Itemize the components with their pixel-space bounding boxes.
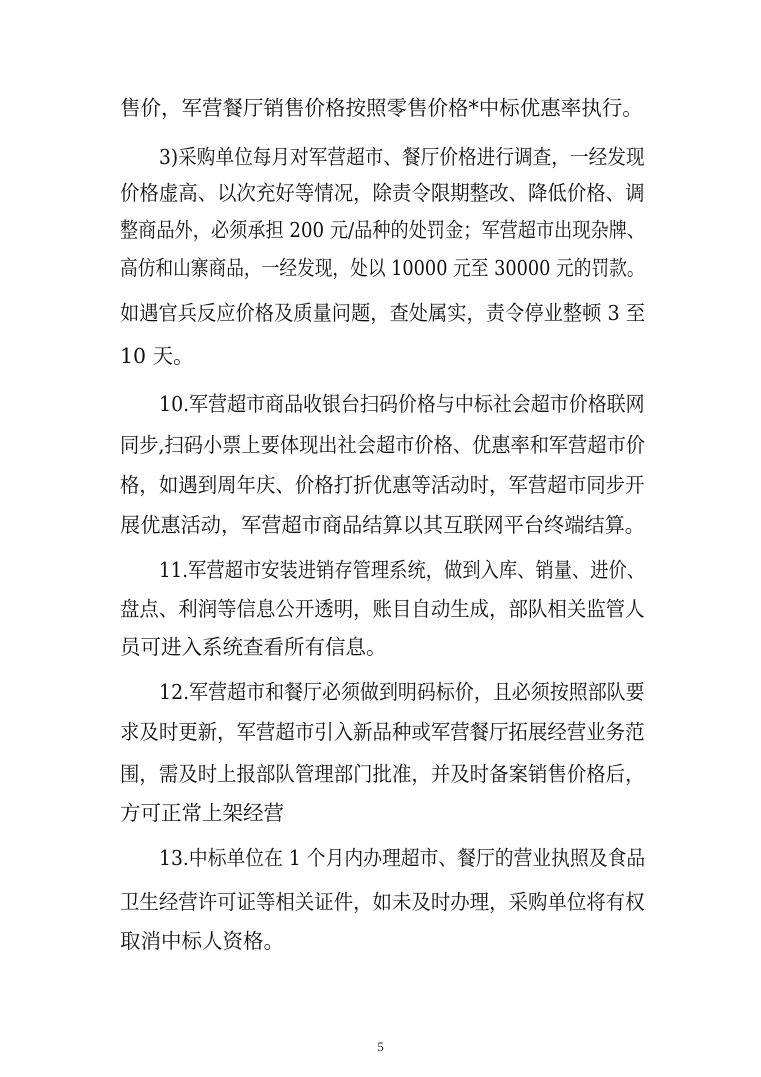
text-line: 如遇官兵反应价格及质量问题，查处属实，责令停业整顿 3 至 [120, 301, 646, 325]
text-line: 取消中标人资格。 [120, 929, 284, 953]
text-line: 卫生经营许可证等相关证件，如未及时办理，采购单位将有权 [120, 890, 645, 914]
text-line: 员可进入系统查看所有信息。 [120, 635, 387, 659]
text-line: 13.中标单位在 1 个月内办理超市、餐厅的营业执照及食品 [159, 846, 646, 870]
text-line: 求及时更新，军营超市引入新品种或军营餐厅拓展经营业务范 [120, 720, 645, 744]
text-line: 方可正常上架经营 [120, 801, 284, 825]
text-line: 11.军营超市安装进销存管理系统，做到入库、销量、进价、 [159, 558, 646, 582]
text-line: 售价，军营餐厅销售价格按照零售价格*中标优惠率执行。 [120, 96, 643, 120]
text-line: 整商品外，必须承担 200 元/品种的处罚金；军营超市出现杂牌、 [120, 218, 646, 242]
text-line: 同步,扫码小票上要体现出社会超市价格、优惠率和军营超市价 [120, 433, 646, 457]
text-line: 价格虚高、以次充好等情况，除责令限期整改、降低价格、调 [120, 181, 645, 205]
text-line: 展优惠活动，军营超市商品结算以其互联网平台终端结算。 [120, 513, 645, 537]
text-line: 10 天。 [120, 344, 194, 368]
text-line: 3)采购单位每月对军营超市、餐厅价格进行调查，一经发现 [159, 145, 645, 169]
page-number: 5 [377, 1039, 384, 1054]
text-line: 10.军营超市商品收银台扫码价格与中标社会超市价格联网 [159, 392, 645, 416]
text-line: 格，如遇到周年庆、价格打折优惠等活动时，军营超市同步开 [120, 473, 645, 497]
text-line: 高仿和山寨商品，一经发现，处以 10000 元至 30000 元的罚款。 [120, 256, 645, 280]
text-line: 围，需及时上报部队管理部门批准，并及时备案销售价格后， [120, 762, 645, 786]
text-line: 盘点、利润等信息公开透明，账目自动生成，部队相关监管人 [120, 597, 645, 621]
text-line: 12.军营超市和餐厅必须做到明码标价，且必须按照部队要 [159, 680, 645, 704]
